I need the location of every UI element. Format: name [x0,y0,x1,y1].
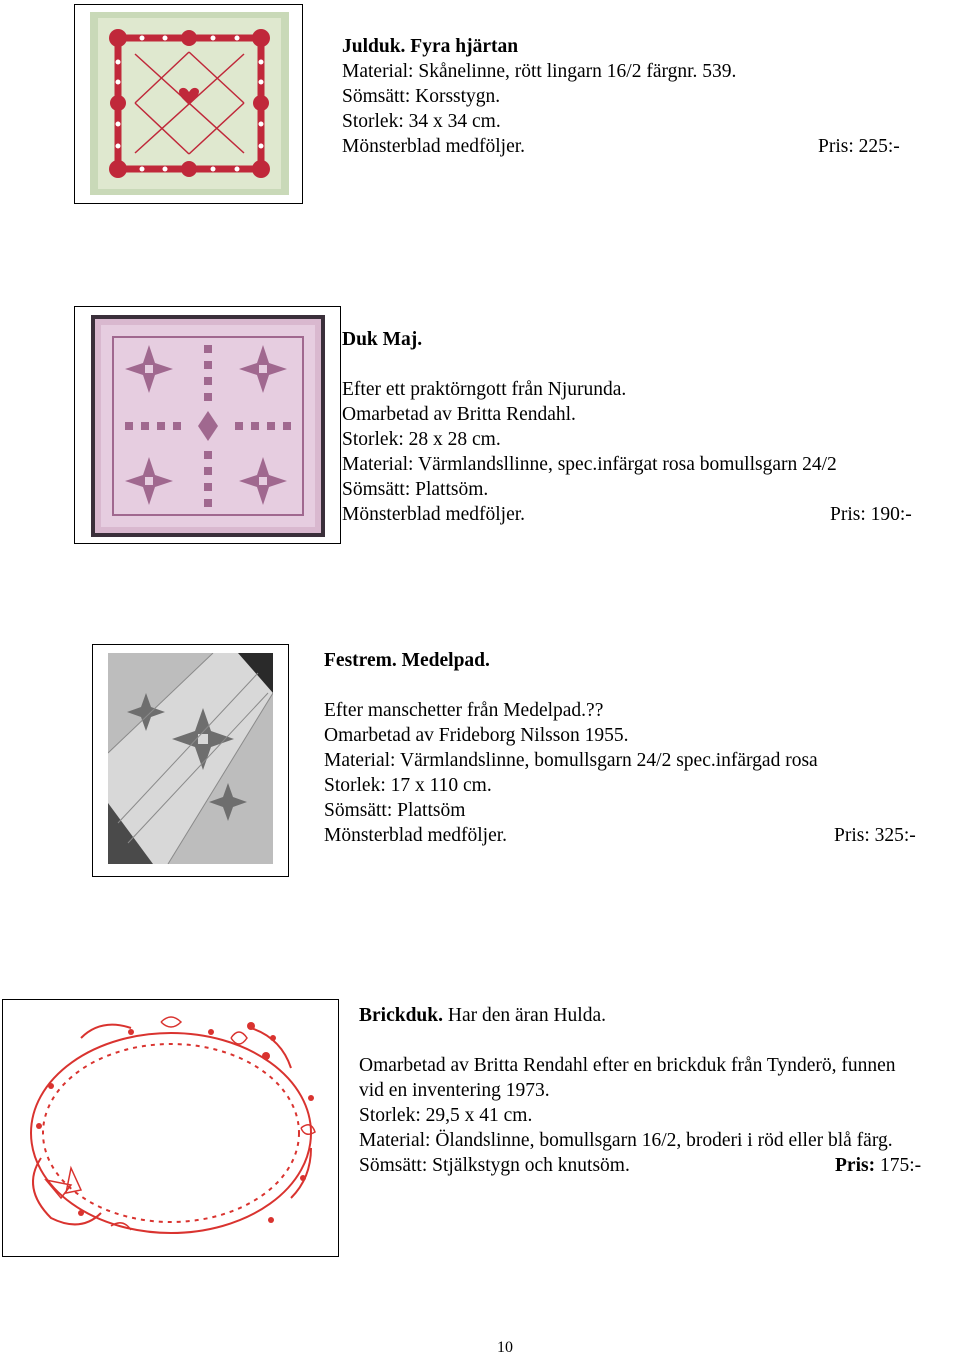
brickduk-title-rest: Har den äran Hulda. [443,1005,606,1026]
julduk-title: Julduk. Fyra hjärtan [342,36,519,57]
duk-maj-price-row [342,502,922,527]
brickduk-price-row [359,1153,959,1178]
duk-maj-line: Omarbetad av Britta Rendahl. [342,404,576,425]
brickduk-line: Omarbetad av Britta Rendahl efter en brickduk från Tynderö, funnen [359,1055,896,1076]
brickduk-photo-frame [2,999,339,1257]
festrem-line: Material: Värmlandslinne, bomullsgarn 24/2 spec.infärgad rosa [324,750,818,771]
julduk-line: Material: Skånelinne, rött lingarn 16/2 färgnr. 539. [342,61,737,82]
brickduk-line: Material: Ölandslinne, bomullsgarn 16/2, broderi i röd eller blå färg. [359,1130,893,1151]
julduk-photo [90,12,289,195]
julduk-line: Storlek: 34 x 34 cm. [342,111,501,132]
julduk-price: Pris: 225:- [818,136,900,157]
festrem-line: Storlek: 17 x 110 cm. [324,775,492,796]
festrem-photo-frame [92,644,289,877]
brickduk-stitch: Sömsätt: Stjälkstygn och knutsöm. [359,1155,630,1176]
festrem-price-row [324,823,924,848]
brickduk-price [835,1153,921,1178]
duk-maj-price: Pris: 190:- [830,504,912,525]
duk-maj-description [342,327,922,527]
festrem-photo [108,653,273,864]
duk-maj-pattern-note: Mönsterblad medföljer. [342,504,526,525]
brickduk-price-label: Pris: [835,1155,876,1176]
brickduk-description [359,1003,959,1178]
duk-maj-line: Material: Värmlandsllinne, spec.infärgat rosa bomullsgarn 24/2 [342,454,837,475]
brickduk-line: Storlek: 29,5 x 41 cm. [359,1105,533,1126]
julduk-description [342,34,922,159]
festrem-title: Festrem. Medelpad. [324,650,490,671]
duk-maj-line: Efter ett praktörngott från Njurunda. [342,379,627,400]
duk-maj-line: Storlek: 28 x 28 cm. [342,429,501,450]
brickduk-photo [11,1008,331,1248]
brickduk-price-value: 175:- [875,1155,922,1176]
duk-maj-title: Duk Maj. [342,329,423,350]
julduk-line: Sömsätt: Korsstygn. [342,86,501,107]
page-number: 10 [497,1339,513,1356]
duk-maj-photo [91,315,325,537]
duk-maj-line: Sömsätt: Plattsöm. [342,479,489,500]
duk-maj-photo-frame [74,306,341,544]
brickduk-line: vid en inventering 1973. [359,1080,550,1101]
festrem-line: Omarbetad av Frideborg Nilsson 1955. [324,725,629,746]
brickduk-title-bold: Brickduk. [359,1005,443,1026]
festrem-pattern-note: Mönsterblad medföljer. [324,825,508,846]
julduk-price-row [342,134,922,159]
julduk-photo-frame [74,4,303,204]
festrem-line: Sömsätt: Plattsöm [324,800,466,821]
julduk-pattern-note: Mönsterblad medföljer. [342,136,526,157]
brickduk-title [359,1003,959,1028]
festrem-line: Efter manschetter från Medelpad.?? [324,700,604,721]
festrem-price: Pris: 325:- [834,825,916,846]
festrem-description [324,648,924,848]
